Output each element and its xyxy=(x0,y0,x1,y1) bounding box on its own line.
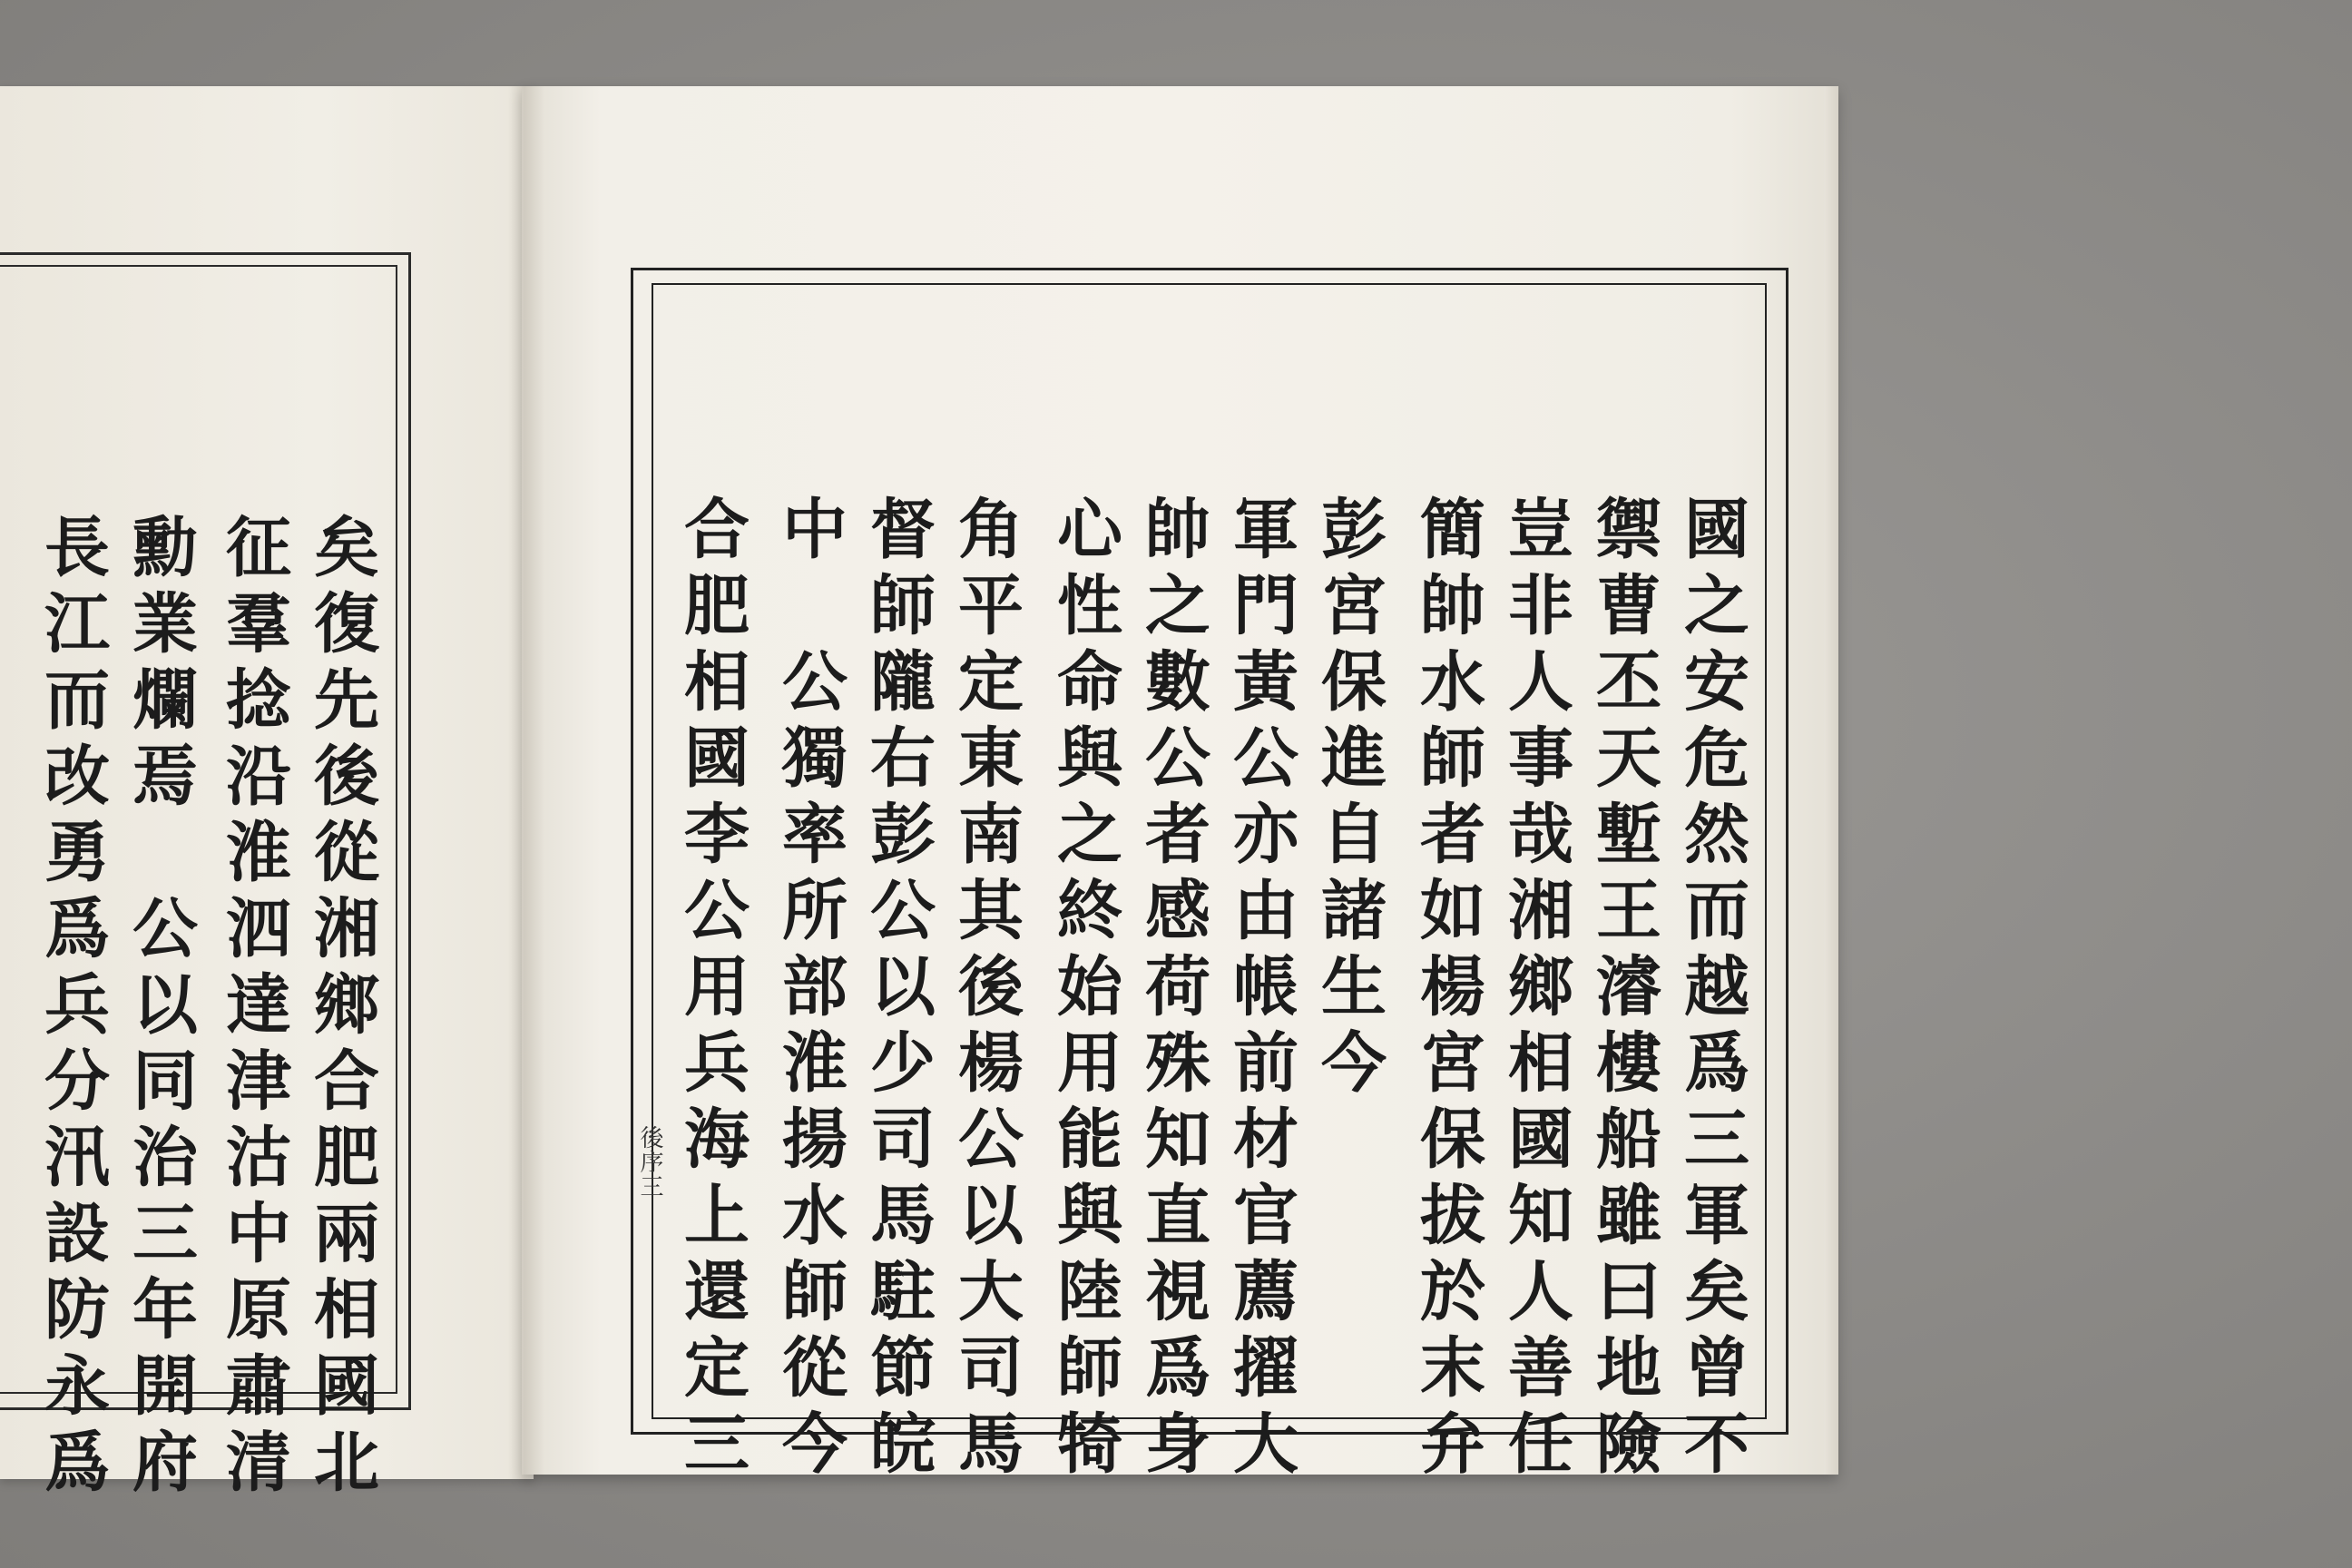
text-column: 豈非人事哉湘鄉相國知人善任 xyxy=(1497,495,1574,1485)
text-column: 角平定東南其後楊公以大司馬 xyxy=(947,495,1024,1485)
text-column: 督師隴右彭公以少司馬駐節皖 xyxy=(859,495,936,1485)
book-gutter xyxy=(508,86,544,1479)
text-column: 中 公獨率所部淮揚水師從今 xyxy=(771,495,848,1485)
text-column: 彭宮保進自諸生今 xyxy=(1310,495,1387,1104)
text-column: 禦曹丕天塹王濬樓船雖曰地險 xyxy=(1585,495,1662,1485)
text-column: 合肥相國李公用兵海上還定三 xyxy=(673,495,750,1485)
text-column: 軍門黃公亦由帳前材官薦擢大 xyxy=(1222,495,1299,1485)
text-column: 矣復先後從湘鄉合肥兩相國北 xyxy=(303,513,380,1504)
text-column: 征羣捻沿淮泗達津沽中原肅清 xyxy=(215,513,292,1504)
text-column: 國之安危然而越爲三軍矣曾不 xyxy=(1673,495,1750,1485)
text-column: 勳業爛焉 公以同治三年開府 xyxy=(122,513,199,1504)
text-column: 長江而改勇爲兵分汛設防永爲 xyxy=(34,513,111,1504)
page-edge xyxy=(1824,86,1838,1475)
text-column: 心性命與之終始用能與陸師犄 xyxy=(1046,495,1123,1485)
folio-label: 後序三 xyxy=(636,1125,663,1199)
text-column: 簡帥水師者如楊宮保拔於末弁 xyxy=(1409,495,1486,1485)
text-column: 帥之數公者感荷殊知直視爲身 xyxy=(1134,495,1211,1485)
